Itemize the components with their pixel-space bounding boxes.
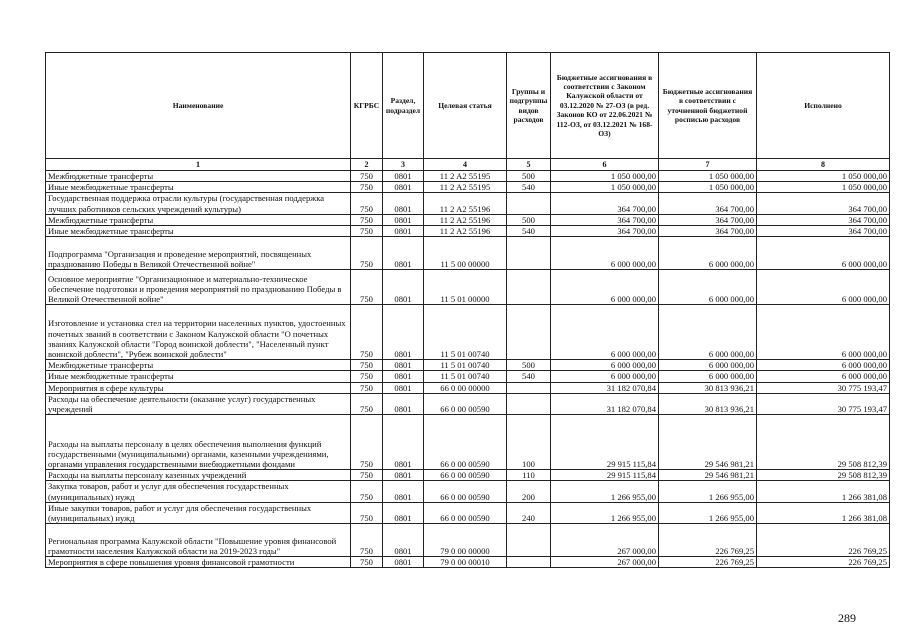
header-groups: Группы и подгруппы видов расходов — [507, 53, 551, 159]
row-target: 11 5 01 00740 — [424, 371, 507, 382]
row-law-amount: 29 915 115,84 — [551, 415, 659, 470]
row-name: Изготовление и установка стел на территории населенных пунктов, удостоенных почетных званий в соответствии с Законом Калужской области "О почетных званиях Калужской области "Город воинской доблести", "Населенный пункт воинской доблести", "Рубеж воинской доблести" — [46, 305, 351, 360]
header-section: Раздел, подраздел — [383, 53, 424, 159]
row-law-amount: 1 266 955,00 — [551, 502, 659, 523]
row-refined-amount: 6 000 000,00 — [659, 360, 757, 371]
row-name: Государственная поддержка отрасли культуры (государственная поддержка лучших работников сельских учреждений культуры) — [46, 193, 351, 214]
row-executed-amount: 29 508 812,39 — [757, 415, 890, 470]
row-group: 500 — [507, 214, 551, 225]
row-target: 11 5 00 00000 — [424, 237, 507, 270]
row-name: Межбюджетные трансферты — [46, 214, 351, 225]
row-group: 540 — [507, 371, 551, 382]
header-row — [46, 53, 890, 159]
col-number: 2 — [351, 159, 383, 171]
row-name: Подпрограмма "Организация и проведение мероприятий, посвященных празднованию Победы в Великой Отечественной войне" — [46, 237, 351, 270]
row-kgrbs: 750 — [351, 171, 383, 182]
row-name: Межбюджетные трансферты — [46, 171, 351, 182]
row-target: 79 0 00 00000 — [424, 524, 507, 557]
row-law-amount: 6 000 000,00 — [551, 270, 659, 305]
row-refined-amount: 30 813 936,21 — [659, 393, 757, 414]
col-number: 1 — [46, 159, 351, 171]
table-row — [46, 481, 890, 502]
row-refined-amount: 29 546 981,21 — [659, 470, 757, 481]
row-name: Иные межбюджетные трансферты — [46, 182, 351, 193]
row-executed-amount: 30 775 193,47 — [757, 382, 890, 393]
row-group — [507, 305, 551, 360]
row-section: 0801 — [383, 237, 424, 270]
row-refined-amount: 1 050 000,00 — [659, 171, 757, 182]
table-row — [46, 270, 890, 305]
header-refined: Бюджетные ассигнования в соответствии с уточненной бюджетной росписью расходов — [659, 53, 757, 159]
row-section: 0801 — [383, 415, 424, 470]
row-group — [507, 524, 551, 557]
row-name: Расходы на обеспечение деятельности (оказание услуг) государственных учреждений — [46, 393, 351, 414]
row-kgrbs: 750 — [351, 305, 383, 360]
row-refined-amount: 1 266 955,00 — [659, 481, 757, 502]
row-kgrbs: 750 — [351, 371, 383, 382]
column-number-row — [46, 159, 890, 171]
row-name: Расходы на выплаты персоналу казенных учреждений — [46, 470, 351, 481]
row-kgrbs: 750 — [351, 237, 383, 270]
table-row — [46, 193, 890, 214]
row-executed-amount: 29 508 812,39 — [757, 470, 890, 481]
row-group: 240 — [507, 502, 551, 523]
table-row — [46, 226, 890, 237]
row-section: 0801 — [383, 470, 424, 481]
row-name: Иные межбюджетные трансферты — [46, 226, 351, 237]
row-name: Мероприятия в сфере культуры — [46, 382, 351, 393]
header-executed: Исполнено — [757, 53, 890, 159]
row-refined-amount: 6 000 000,00 — [659, 237, 757, 270]
header-name: Наименование — [46, 53, 351, 159]
row-name: Иные межбюджетные трансферты — [46, 371, 351, 382]
row-group — [507, 237, 551, 270]
row-kgrbs: 750 — [351, 524, 383, 557]
row-target: 66 0 00 00590 — [424, 502, 507, 523]
row-executed-amount: 6 000 000,00 — [757, 360, 890, 371]
row-section: 0801 — [383, 382, 424, 393]
header-kgrbs: КГРБС — [351, 53, 383, 159]
row-executed-amount: 30 775 193,47 — [757, 393, 890, 414]
row-refined-amount: 1 050 000,00 — [659, 182, 757, 193]
row-group: 540 — [507, 226, 551, 237]
row-law-amount: 267 000,00 — [551, 557, 659, 568]
header-target: Целевая статья — [424, 53, 507, 159]
table-row — [46, 382, 890, 393]
row-refined-amount: 364 700,00 — [659, 226, 757, 237]
col-number: 3 — [383, 159, 424, 171]
row-target: 11 2 A2 55196 — [424, 226, 507, 237]
row-group — [507, 393, 551, 414]
row-executed-amount: 6 000 000,00 — [757, 237, 890, 270]
table-row — [46, 524, 890, 557]
row-law-amount: 6 000 000,00 — [551, 371, 659, 382]
row-law-amount: 364 700,00 — [551, 226, 659, 237]
row-target: 11 5 01 00000 — [424, 270, 507, 305]
row-executed-amount: 6 000 000,00 — [757, 270, 890, 305]
row-refined-amount: 6 000 000,00 — [659, 305, 757, 360]
row-section: 0801 — [383, 393, 424, 414]
row-target: 66 0 00 00590 — [424, 481, 507, 502]
row-kgrbs: 750 — [351, 270, 383, 305]
row-kgrbs: 750 — [351, 182, 383, 193]
row-target: 11 2 A2 55196 — [424, 193, 507, 214]
row-section: 0801 — [383, 481, 424, 502]
row-executed-amount: 1 266 381,08 — [757, 481, 890, 502]
row-name: Закупка товаров, работ и услуг для обеспечения государственных (муниципальных) нужд — [46, 481, 351, 502]
row-kgrbs: 750 — [351, 470, 383, 481]
row-section: 0801 — [383, 214, 424, 225]
row-law-amount: 1 050 000,00 — [551, 182, 659, 193]
row-kgrbs: 750 — [351, 415, 383, 470]
row-executed-amount: 226 769,25 — [757, 524, 890, 557]
row-executed-amount: 1 266 381,08 — [757, 502, 890, 523]
row-group: 110 — [507, 470, 551, 481]
row-section: 0801 — [383, 305, 424, 360]
row-section: 0801 — [383, 193, 424, 214]
row-target: 66 0 00 00590 — [424, 393, 507, 414]
page-number: 289 — [838, 611, 856, 625]
row-section: 0801 — [383, 226, 424, 237]
row-executed-amount: 226 769,25 — [757, 557, 890, 568]
row-name: Мероприятия в сфере повышения уровня финансовой грамотности — [46, 557, 351, 568]
table-row — [46, 557, 890, 568]
row-name: Основное мероприятие "Организационное и материально-техническое обеспечение подготовки и проведения мероприятий по празднованию Победы в Великой Отечественной войне" — [46, 270, 351, 305]
row-refined-amount: 30 813 936,21 — [659, 382, 757, 393]
row-executed-amount: 6 000 000,00 — [757, 305, 890, 360]
col-number: 6 — [551, 159, 659, 171]
row-executed-amount: 6 000 000,00 — [757, 371, 890, 382]
row-group: 100 — [507, 415, 551, 470]
col-number: 4 — [424, 159, 507, 171]
row-refined-amount: 29 546 981,21 — [659, 415, 757, 470]
row-target: 11 2 A2 55196 — [424, 214, 507, 225]
row-group — [507, 193, 551, 214]
row-section: 0801 — [383, 360, 424, 371]
row-group — [507, 270, 551, 305]
row-refined-amount: 226 769,25 — [659, 557, 757, 568]
table-row — [46, 393, 890, 414]
row-executed-amount: 1 050 000,00 — [757, 182, 890, 193]
table-row — [46, 360, 890, 371]
row-name: Региональная программа Калужской области "Повышение уровня финансовой грамотности населения Калужской области на 2019-2023 годы" — [46, 524, 351, 557]
row-target: 66 0 00 00590 — [424, 470, 507, 481]
col-number: 7 — [659, 159, 757, 171]
row-refined-amount: 6 000 000,00 — [659, 270, 757, 305]
row-group: 500 — [507, 171, 551, 182]
row-kgrbs: 750 — [351, 226, 383, 237]
row-kgrbs: 750 — [351, 382, 383, 393]
row-kgrbs: 750 — [351, 557, 383, 568]
row-law-amount: 1 266 955,00 — [551, 481, 659, 502]
col-number: 8 — [757, 159, 890, 171]
table-row — [46, 371, 890, 382]
row-target: 11 2 A2 55195 — [424, 182, 507, 193]
row-refined-amount: 364 700,00 — [659, 193, 757, 214]
row-refined-amount: 6 000 000,00 — [659, 371, 757, 382]
row-target: 11 2 A2 55195 — [424, 171, 507, 182]
row-kgrbs: 750 — [351, 214, 383, 225]
row-section: 0801 — [383, 371, 424, 382]
row-kgrbs: 750 — [351, 193, 383, 214]
row-law-amount: 267 000,00 — [551, 524, 659, 557]
row-executed-amount: 364 700,00 — [757, 226, 890, 237]
row-kgrbs: 750 — [351, 502, 383, 523]
table-row — [46, 171, 890, 182]
row-kgrbs: 750 — [351, 393, 383, 414]
row-target: 66 0 00 00000 — [424, 382, 507, 393]
row-executed-amount: 364 700,00 — [757, 193, 890, 214]
table-body — [46, 171, 890, 568]
row-section: 0801 — [383, 557, 424, 568]
table-row — [46, 214, 890, 225]
row-name: Иные закупки товаров, работ и услуг для обеспечения государственных (муниципальных) нужд — [46, 502, 351, 523]
table-row — [46, 502, 890, 523]
row-law-amount: 6 000 000,00 — [551, 305, 659, 360]
row-law-amount: 364 700,00 — [551, 214, 659, 225]
row-law-amount: 31 182 070,84 — [551, 382, 659, 393]
row-group: 540 — [507, 182, 551, 193]
table-row — [46, 182, 890, 193]
row-law-amount: 364 700,00 — [551, 193, 659, 214]
row-kgrbs: 750 — [351, 481, 383, 502]
row-name: Расходы на выплаты персоналу в целях обеспечения выполнения функций государственными (муниципальными) органами, казенными учреждениями, органами управления государственными внебюджетными фондами — [46, 415, 351, 470]
row-law-amount: 6 000 000,00 — [551, 237, 659, 270]
table-row — [46, 237, 890, 270]
row-kgrbs: 750 — [351, 360, 383, 371]
budget-table — [45, 52, 890, 568]
header-law: Бюджетные ассигнования в соответствии с Законом Калужской области от 03.12.2020 № 27-ОЗ (в ред. Законов КО от 22.06.2021 № 112-ОЗ, от 03.12.2021 № 168-ОЗ) — [551, 53, 659, 159]
col-number: 5 — [507, 159, 551, 171]
row-executed-amount: 364 700,00 — [757, 214, 890, 225]
row-law-amount: 6 000 000,00 — [551, 360, 659, 371]
row-refined-amount: 1 266 955,00 — [659, 502, 757, 523]
table-row — [46, 305, 890, 360]
row-law-amount: 31 182 070,84 — [551, 393, 659, 414]
row-target: 79 0 00 00010 — [424, 557, 507, 568]
row-target: 11 5 01 00740 — [424, 360, 507, 371]
row-law-amount: 29 915 115,84 — [551, 470, 659, 481]
row-group: 200 — [507, 481, 551, 502]
row-executed-amount: 1 050 000,00 — [757, 171, 890, 182]
row-group: 500 — [507, 360, 551, 371]
row-group — [507, 557, 551, 568]
table-row — [46, 415, 890, 470]
row-section: 0801 — [383, 502, 424, 523]
row-target: 66 0 00 00590 — [424, 415, 507, 470]
row-section: 0801 — [383, 270, 424, 305]
row-section: 0801 — [383, 524, 424, 557]
row-section: 0801 — [383, 182, 424, 193]
row-refined-amount: 364 700,00 — [659, 214, 757, 225]
row-target: 11 5 01 00740 — [424, 305, 507, 360]
row-law-amount: 1 050 000,00 — [551, 171, 659, 182]
row-name: Межбюджетные трансферты — [46, 360, 351, 371]
table-row — [46, 470, 890, 481]
row-group — [507, 382, 551, 393]
row-section: 0801 — [383, 171, 424, 182]
row-refined-amount: 226 769,25 — [659, 524, 757, 557]
